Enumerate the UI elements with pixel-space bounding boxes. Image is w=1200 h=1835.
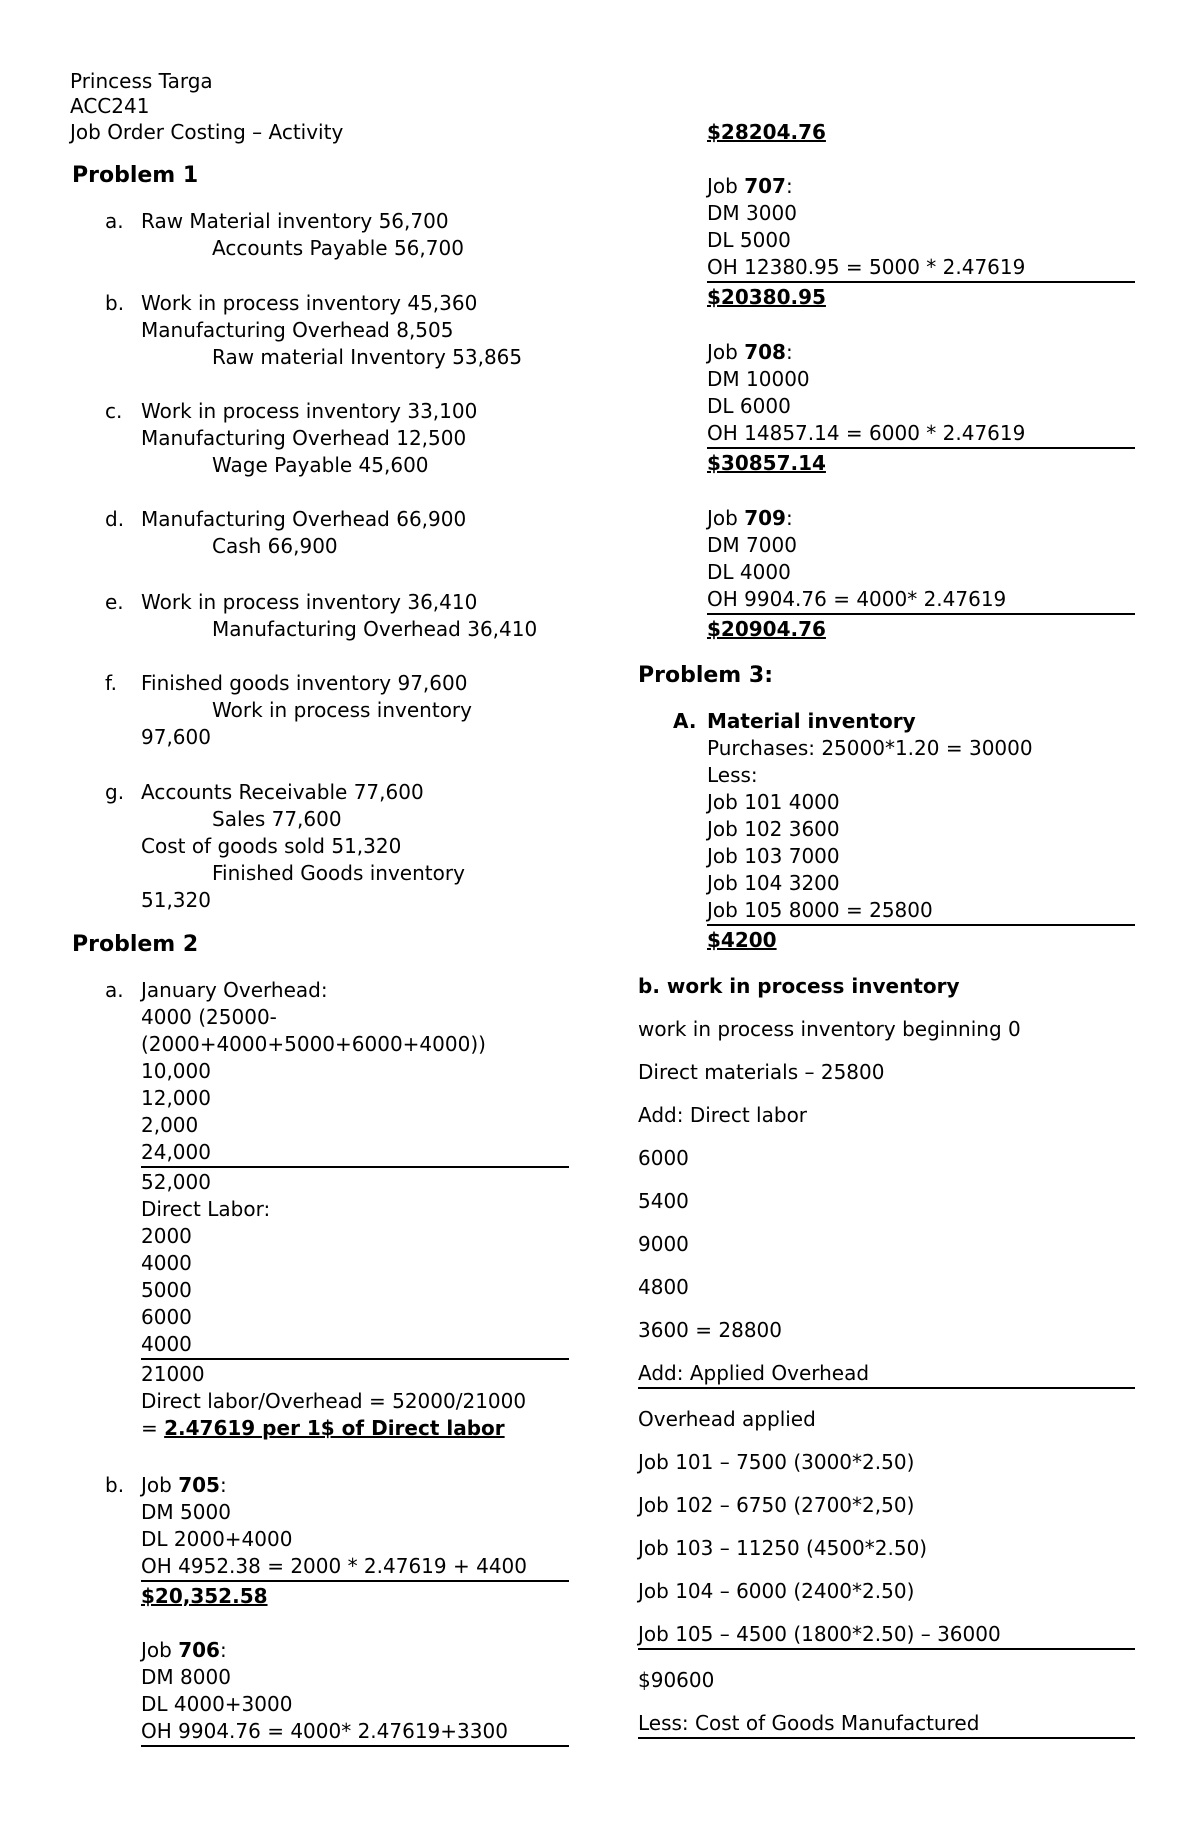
job-706-total: $28204.76 — [707, 120, 826, 144]
wip-line: Less: Cost of Goods Manufactured — [638, 1711, 980, 1735]
section-rule — [638, 1387, 1135, 1389]
overhead: OH 9904.76 = 4000* 2.47619 — [707, 587, 1007, 611]
job-word: Job — [707, 340, 738, 364]
section-rule — [638, 1648, 1135, 1650]
overhead-line: 24,000 — [141, 1140, 211, 1164]
journal-debit: Accounts Receivable 77,600 — [141, 780, 424, 804]
overhead-line: 4000 (25000- — [141, 1005, 277, 1029]
overhead-line: 10,000 — [141, 1059, 211, 1083]
total-rule — [141, 1580, 569, 1582]
overhead-line: 12,000 — [141, 1086, 211, 1110]
total-rule — [707, 447, 1135, 449]
wip-line: Job 102 – 6750 (2700*2,50) — [638, 1493, 915, 1517]
wip-line: Direct materials – 25800 — [638, 1060, 885, 1084]
journal-debit: Manufacturing Overhead 12,500 — [141, 426, 467, 450]
job-number: 705 — [178, 1473, 220, 1497]
job-colon: : — [219, 1473, 227, 1497]
job-colon: : — [785, 174, 793, 198]
rate-prefix: = — [141, 1416, 165, 1440]
wip-line: Add: Applied Overhead — [638, 1361, 870, 1385]
problem-3-heading: Problem 3: — [638, 663, 773, 688]
journal-debit: Raw Material inventory 56,700 — [141, 209, 449, 233]
journal-debit: Work in process inventory 45,360 — [141, 291, 478, 315]
direct-labor-line: 6000 — [141, 1305, 192, 1329]
wip-line: $90600 — [638, 1668, 715, 1692]
job-material-line: Job 102 3600 — [707, 817, 840, 841]
less-label: Less: — [707, 763, 758, 787]
wip-line: 3600 = 28800 — [638, 1318, 782, 1342]
direct-materials: DM 5000 — [141, 1500, 231, 1524]
job-total: $30857.14 — [707, 451, 826, 475]
job-word: Job — [707, 506, 738, 530]
direct-labor: DL 2000+4000 — [141, 1527, 293, 1551]
wip-line: 5400 — [638, 1189, 689, 1213]
total-rule — [707, 613, 1135, 615]
total-rule — [707, 281, 1135, 283]
overhead-label: January Overhead: — [141, 978, 328, 1002]
material-inventory-heading: Material inventory — [707, 709, 916, 733]
overhead: OH 12380.95 = 5000 * 2.47619 — [707, 255, 1026, 279]
student-name: Princess Targa — [70, 69, 213, 93]
job-total: $20904.76 — [707, 617, 826, 641]
total-rule — [141, 1358, 569, 1360]
item-marker: A. — [673, 709, 697, 733]
item-marker: b. — [105, 291, 125, 315]
journal-debit: Work in process inventory 36,410 — [141, 590, 478, 614]
total-rule — [141, 1166, 569, 1168]
journal-credit: Manufacturing Overhead 36,410 — [212, 617, 538, 641]
wip-line: Job 104 – 6000 (2400*2.50) — [638, 1579, 915, 1603]
journal-debit: Manufacturing Overhead 8,505 — [141, 318, 454, 342]
overhead-line: 2,000 — [141, 1113, 199, 1137]
total-rule — [707, 924, 1135, 926]
job-title — [707, 173, 793, 199]
rate-value: 2.47619 per 1$ of Direct labor — [164, 1416, 505, 1440]
wip-line: 4800 — [638, 1275, 689, 1299]
item-marker: d. — [105, 507, 125, 531]
item-marker: g. — [105, 780, 125, 804]
direct-labor-line: 4000 — [141, 1332, 192, 1356]
job-number: 706 — [178, 1638, 220, 1662]
job-total: $20,352.58 — [141, 1584, 268, 1608]
journal-credit: Cash 66,900 — [212, 534, 338, 558]
item-marker: f. — [105, 671, 117, 695]
job-title — [141, 1637, 227, 1663]
journal-credit: Accounts Payable 56,700 — [212, 236, 464, 260]
journal-debit: Manufacturing Overhead 66,900 — [141, 507, 467, 531]
direct-materials: DM 10000 — [707, 367, 810, 391]
purchases: Purchases: 25000*1.20 = 30000 — [707, 736, 1033, 760]
direct-labor: DL 5000 — [707, 228, 791, 252]
overhead: OH 9904.76 = 4000* 2.47619+3300 — [141, 1719, 508, 1743]
wip-heading: b. work in process inventory — [638, 974, 960, 998]
job-title — [707, 339, 793, 365]
journal-credit: Finished Goods inventory — [212, 861, 465, 885]
overhead: OH 4952.38 = 2000 * 2.47619 + 4400 — [141, 1554, 528, 1578]
problem-2-heading: Problem 2 — [72, 932, 199, 957]
overhead-rate — [141, 1415, 505, 1441]
wip-line: work in process inventory beginning 0 — [638, 1017, 1021, 1041]
job-title — [707, 505, 793, 531]
material-inventory-total: $4200 — [707, 928, 777, 952]
direct-materials: DM 7000 — [707, 533, 797, 557]
job-material-line: Job 103 7000 — [707, 844, 840, 868]
job-number: 707 — [744, 174, 786, 198]
wip-line: Job 103 – 11250 (4500*2.50) — [638, 1536, 928, 1560]
direct-labor-line: 2000 — [141, 1224, 192, 1248]
journal-debit: Cost of goods sold 51,320 — [141, 834, 402, 858]
item-marker: a. — [105, 978, 124, 1002]
rate-formula: Direct labor/Overhead = 52000/21000 — [141, 1389, 527, 1413]
problem-1-heading: Problem 1 — [72, 163, 199, 188]
wip-line: Job 101 – 7500 (3000*2.50) — [638, 1450, 915, 1474]
journal-debit: Finished goods inventory 97,600 — [141, 671, 468, 695]
journal-amount: 97,600 — [141, 725, 211, 749]
direct-labor: DL 6000 — [707, 394, 791, 418]
wip-line: Overhead applied — [638, 1407, 816, 1431]
wip-line: Add: Direct labor — [638, 1103, 808, 1127]
direct-labor-line: 5000 — [141, 1278, 192, 1302]
course-code: ACC241 — [70, 94, 150, 118]
job-word: Job — [707, 174, 738, 198]
direct-labor: DL 4000 — [707, 560, 791, 584]
journal-amount: 51,320 — [141, 888, 211, 912]
wip-line: 6000 — [638, 1146, 689, 1170]
job-title — [141, 1472, 227, 1498]
job-colon: : — [785, 340, 793, 364]
direct-labor-line: 4000 — [141, 1251, 192, 1275]
wip-line: Job 105 – 4500 (1800*2.50) – 36000 — [638, 1622, 1001, 1646]
overhead: OH 14857.14 = 6000 * 2.47619 — [707, 421, 1026, 445]
overhead-total: 52,000 — [141, 1170, 211, 1194]
job-colon: : — [785, 506, 793, 530]
wip-line: 9000 — [638, 1232, 689, 1256]
journal-credit: Raw material Inventory 53,865 — [212, 345, 523, 369]
job-word: Job — [141, 1638, 172, 1662]
job-material-line: Job 104 3200 — [707, 871, 840, 895]
direct-labor-label: Direct Labor: — [141, 1197, 271, 1221]
overhead-line: (2000+4000+5000+6000+4000)) — [141, 1032, 486, 1056]
job-material-line: Job 101 4000 — [707, 790, 840, 814]
direct-labor: DL 4000+3000 — [141, 1692, 293, 1716]
journal-credit: Wage Payable 45,600 — [212, 453, 429, 477]
direct-materials: DM 8000 — [141, 1665, 231, 1689]
job-number: 708 — [744, 340, 786, 364]
item-marker: c. — [105, 399, 123, 423]
job-colon: : — [219, 1638, 227, 1662]
job-word: Job — [141, 1473, 172, 1497]
job-total: $20380.95 — [707, 285, 826, 309]
job-number: 709 — [744, 506, 786, 530]
section-rule — [638, 1737, 1135, 1739]
journal-credit: Sales 77,600 — [212, 807, 342, 831]
document-title: Job Order Costing – Activity — [70, 120, 344, 144]
item-marker: a. — [105, 209, 124, 233]
direct-materials: DM 3000 — [707, 201, 797, 225]
item-marker: e. — [105, 590, 124, 614]
journal-credit: Work in process inventory — [212, 698, 472, 722]
item-marker: b. — [105, 1473, 125, 1497]
job-material-line: Job 105 8000 = 25800 — [707, 898, 933, 922]
total-rule — [141, 1745, 569, 1747]
direct-labor-total: 21000 — [141, 1362, 205, 1386]
journal-debit: Work in process inventory 33,100 — [141, 399, 478, 423]
